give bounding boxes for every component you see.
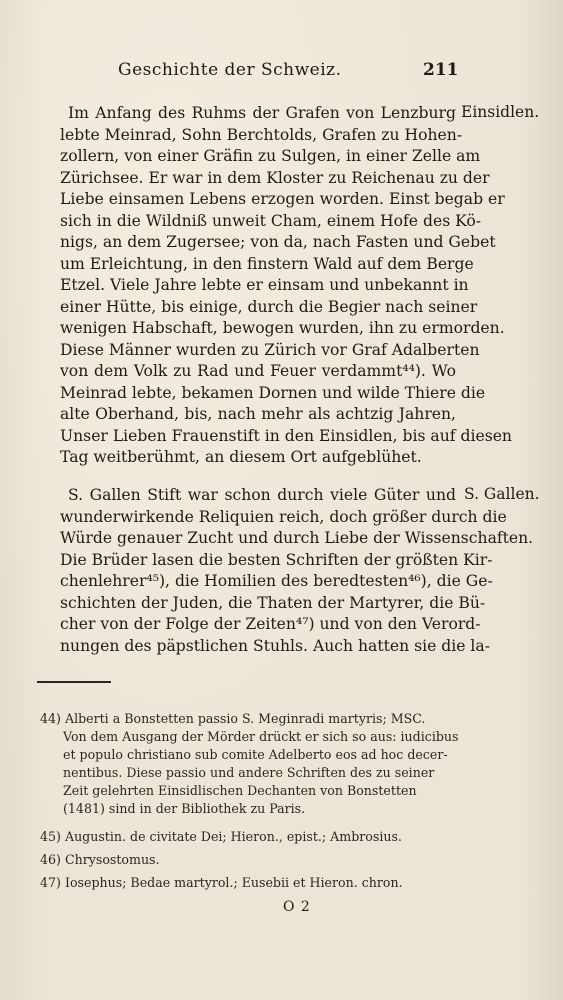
text-line: zollern, von einer Gräfin zu Sulgen, in einer Zelle am [60, 147, 481, 165]
page-number: 211 [423, 60, 459, 80]
signature-mark: O 2 [283, 899, 311, 915]
footnote-line: Zeit gelehrten Einsidlischen Dechanten von Bonstetten [63, 783, 417, 798]
footnote-line [40, 710, 460, 728]
text-line: Die Brüder lasen die besten Schriften der größten Kir- [60, 550, 493, 569]
footnote-separator [37, 681, 111, 683]
text-line: schichten der Juden, die Thaten der Martyrer, die Bü- [60, 593, 486, 612]
text-line: Diese Männer wurden zu Zürich vor Graf Adalberten [60, 340, 480, 359]
text-line: Etzel. Viele Jahre lebte er einsam und unbekannt in [60, 276, 469, 294]
footnote-47 [40, 874, 460, 892]
text-line: Tag weitberühmt, an diesem Ort aufgeblühet. [60, 448, 422, 466]
footnote-46 [40, 851, 460, 869]
footnote-line [40, 851, 460, 869]
text-line: nigs, an dem Zugersee; von da, nach Fasten und Gebet [60, 233, 496, 251]
footnote-45 [40, 828, 460, 846]
footnote-number: 46) [40, 852, 61, 867]
text-line: alte Oberhand, bis, nach mehr als achtzig Jahren, [60, 405, 456, 423]
text-line: wunderwirkende Reliquien reich, doch größer durch die [60, 507, 507, 526]
text-line: nungen des päpstlichen Stuhls. Auch hatten sie die la- [60, 636, 490, 655]
text-line: um Erleichtung, in den finstern Wald auf dem Berge [60, 254, 474, 273]
footnote-text: Chrysostomus. [64, 852, 160, 867]
paragraph-einsidlen [60, 103, 512, 469]
footnote-line [40, 874, 460, 892]
text-line: Im Anfang des Ruhms der Grafen von Lenzburg [68, 104, 456, 122]
margin-note-st-gallen: S. Gallen. [464, 485, 540, 503]
text-line: cher von der Folge der Zeiten⁴⁷) und von den Verord- [60, 615, 481, 633]
text-line: Würde genauer Zucht und durch Liebe der Wissenschaften. [60, 529, 534, 547]
running-header: Geschichte der Schweiz. [118, 60, 342, 80]
footnote-number: 44) [40, 711, 61, 726]
margin-note-einsidlen: Einsidlen. [461, 103, 540, 121]
text-line: Liebe einsamen Lebens erzogen worden. Einst begab er [60, 190, 505, 208]
footnote-text: Augustin. de civitate Dei; Hieron., epist.; Ambrosius. [64, 829, 402, 844]
text-line: lebte Meinrad, Sohn Berchtolds, Grafen zu Hohen- [60, 125, 463, 144]
text-line: Zürichsee. Er war in dem Kloster zu Reichenau zu der [60, 168, 490, 187]
footnote-number: 45) [40, 829, 61, 844]
text-line: einer Hütte, bis einige, durch die Begier nach seiner [60, 297, 478, 316]
text-line: Unser Lieben Frauenstift in den Einsidlen, bis auf diesen [60, 426, 512, 445]
text-line: chenlehrer⁴⁵), die Homilien des beredtesten⁴⁶), die Ge- [60, 572, 493, 590]
text-line: S. Gallen Stift war schon durch viele Güter und [68, 486, 456, 504]
footnote-line: et populo christiano sub comite Adelberto eos ad hoc decer- [63, 747, 448, 762]
footnote-line: (1481) sind in der Bibliothek zu Paris. [63, 801, 306, 816]
paragraph-st-gallen [60, 485, 534, 657]
footnote-number: 47) [40, 875, 61, 890]
footnote-line [40, 828, 460, 846]
text-line: sich in die Wildniß unweit Cham, einem Hofe des Kö- [60, 211, 482, 230]
text-line: wenigen Habschaft, bewogen wurden, ihn zu ermorden. [60, 319, 505, 337]
text-line: von dem Volk zu Rad und Feuer verdammt⁴⁴). Wo [60, 362, 456, 380]
text-line: Meinrad lebte, bekamen Dornen und wilde Thiere die [60, 383, 486, 402]
footnote-44 [40, 710, 460, 818]
footnote-line: nentibus. Diese passio und andere Schriften des zu seiner [63, 765, 435, 780]
footnote-text: Iosephus; Bedae martyrol.; Eusebii et Hieron. chron. [64, 875, 403, 890]
footnote-text: Alberti a Bonstetten passio S. Meginradi martyris; MSC. [64, 711, 426, 726]
footnote-line: Von dem Ausgang der Mörder drückt er sich so aus: iudicibus [63, 729, 459, 744]
